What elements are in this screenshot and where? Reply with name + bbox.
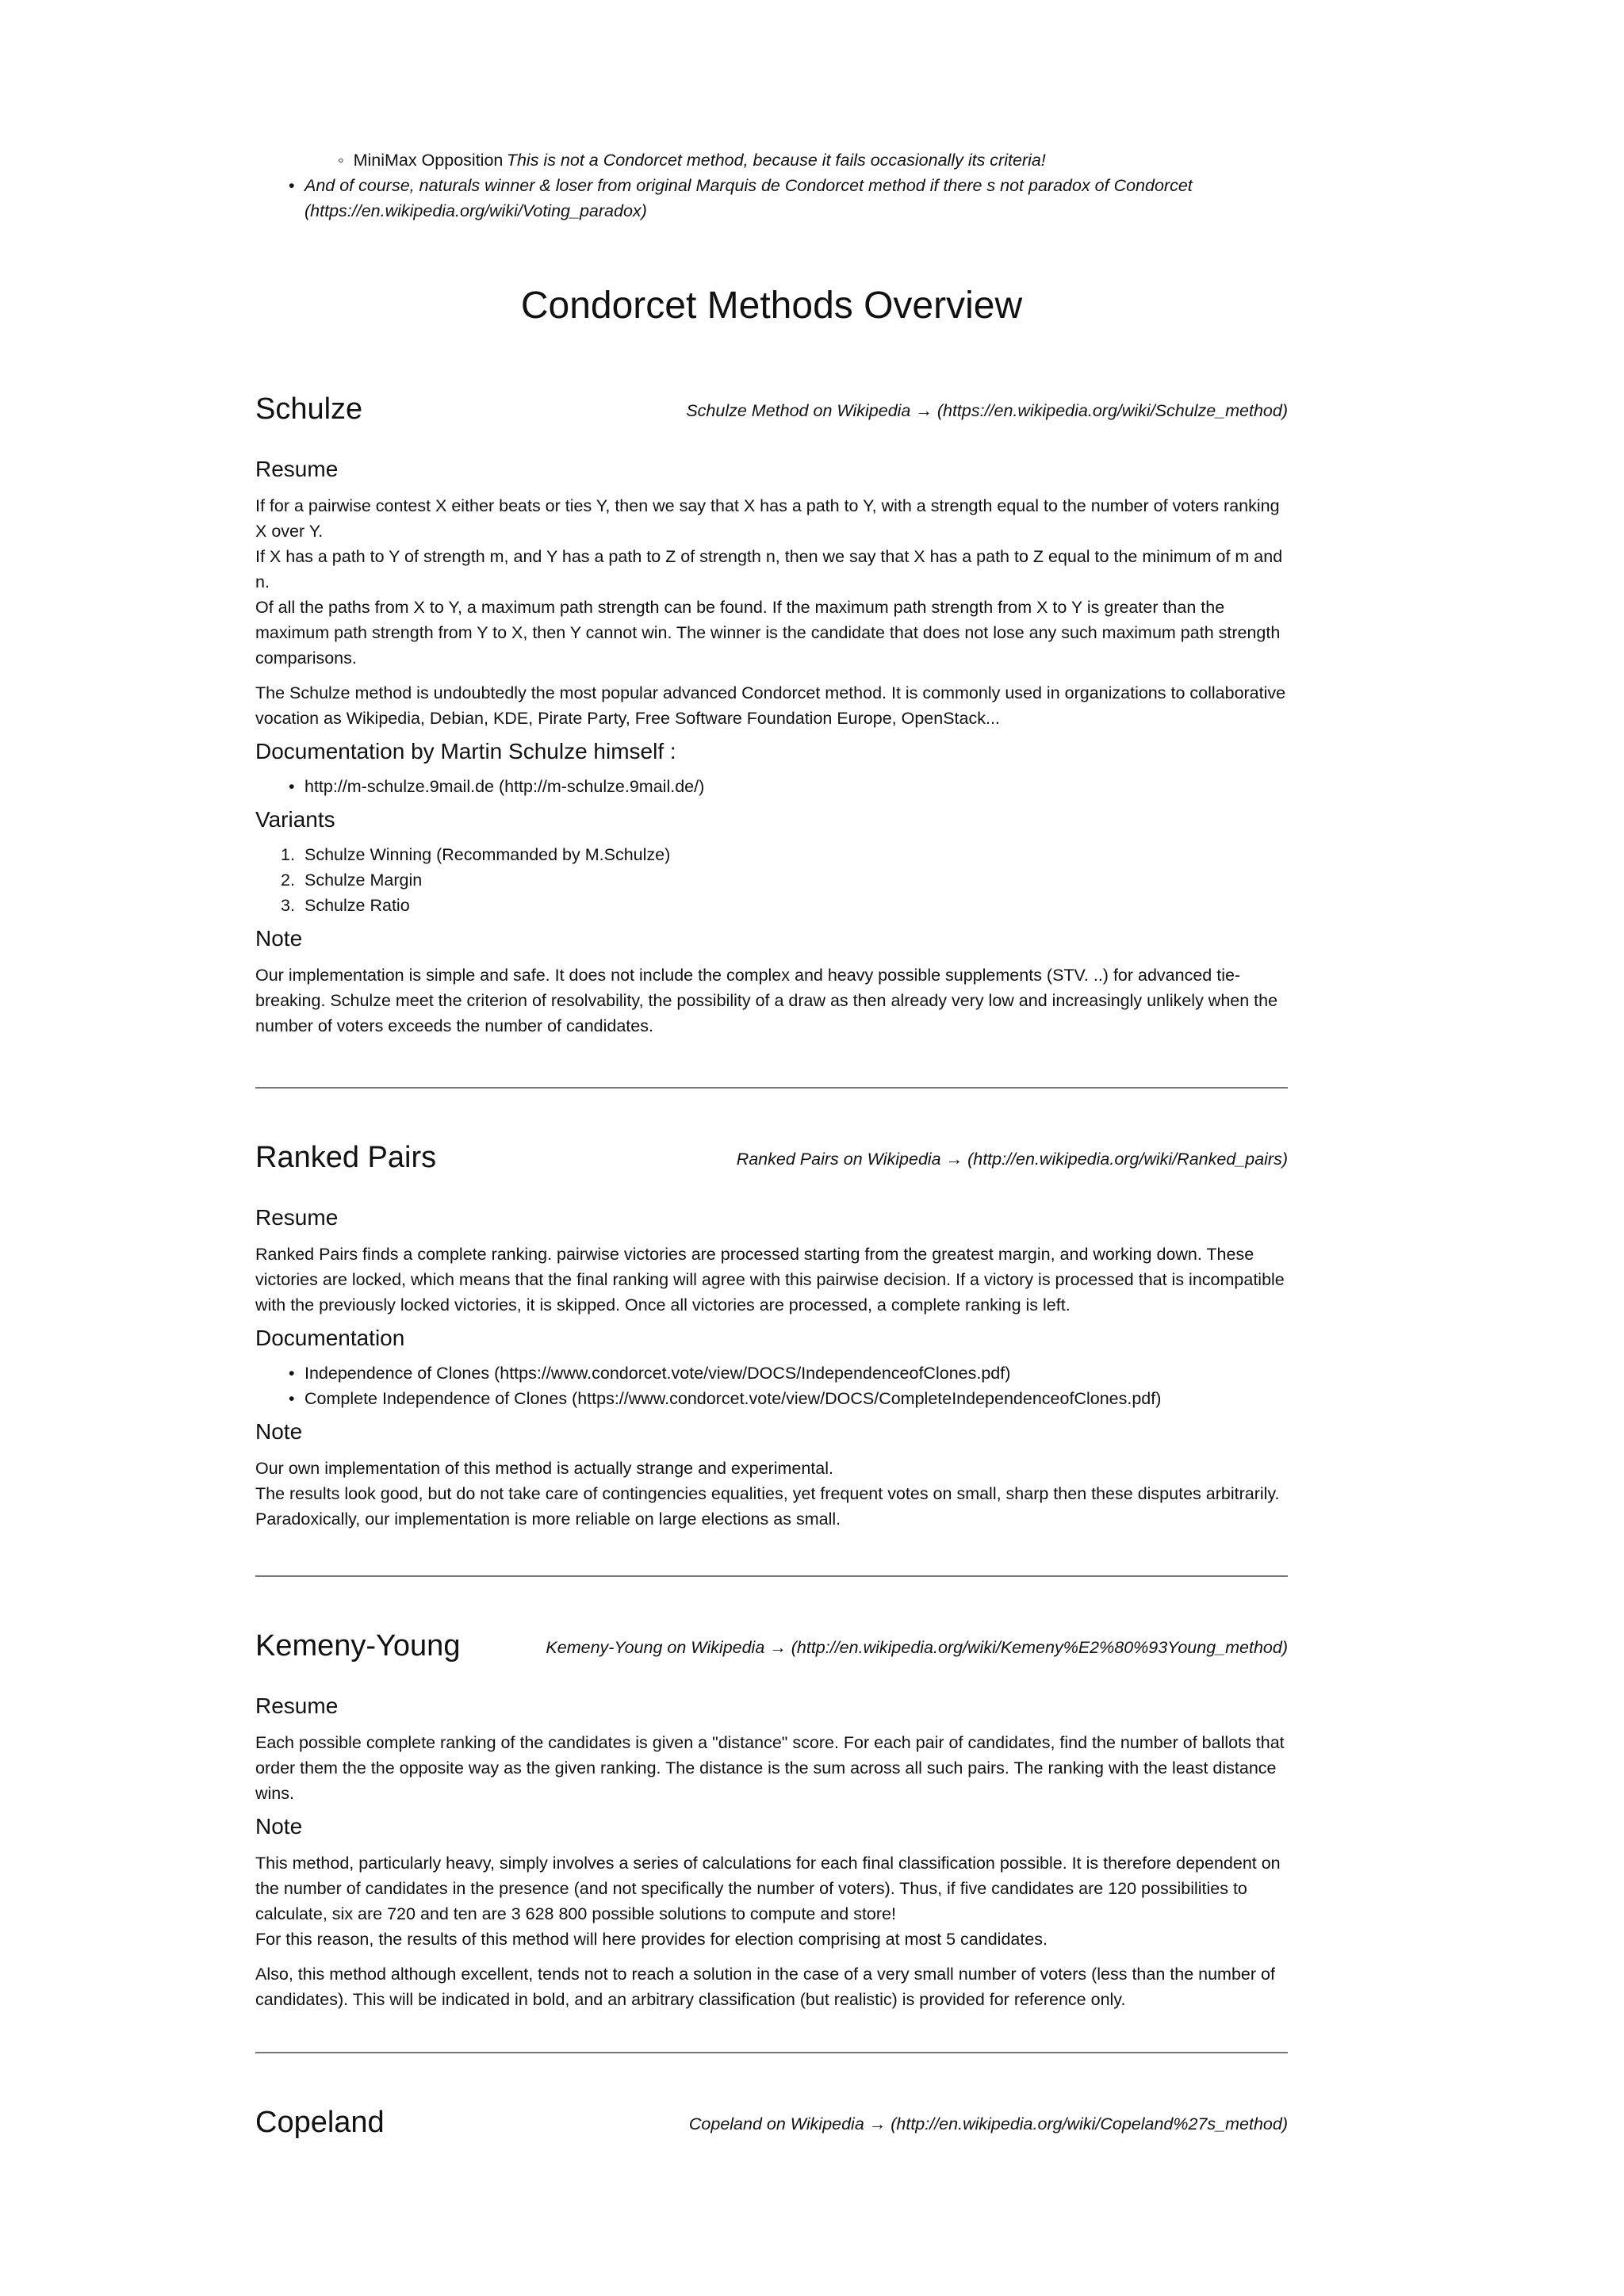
schulze-resume-p3: Of all the paths from X to Y, a maximum path strength can be found. If the maximum path strength from X to Y is greater than the maximum path strength from Y to X, then Y cannot win. The winner is the candidate that does not lose any such maximum path strength comparisons. bbox=[255, 598, 1281, 668]
kemeny-wiki-link[interactable]: Kemeny-Young on Wikipedia → (http://en.wikipedia.org/wiki/Kemeny%E2%80%93Young_method) bbox=[546, 1638, 1288, 1657]
section-ranked-pairs bbox=[255, 1140, 1288, 1532]
kemeny-note-heading: Note bbox=[255, 1814, 303, 1839]
ranked-pairs-heading: Ranked Pairs bbox=[255, 1141, 437, 1174]
kemeny-heading: Kemeny-Young bbox=[255, 1629, 461, 1663]
schulze-resume-p4: The Schulze method is undoubtedly the most popular advanced Condorcet method. It is commonly used in organizations to collaborative vocation as Wikipedia, Debian, KDE, Pirate Party, Free Software Foundation Europe, OpenStack... bbox=[255, 683, 1286, 728]
ranked-pairs-note-heading: Note bbox=[255, 1419, 303, 1444]
top-sub-item: ◦ MiniMax Opposition This is not a Condorcet method, because it fails occasionally its criteria! bbox=[338, 151, 1046, 170]
top-sub-item-label: MiniMax Opposition bbox=[353, 151, 504, 170]
schulze-note-heading: Note bbox=[255, 926, 303, 951]
variant-item: 1. Schulze Winning (Recommanded by M.Schulze) bbox=[281, 845, 671, 864]
schulze-note: Our implementation is simple and safe. It does not include the complex and heavy possible supplements (STV. ..) for advanced tie-breaking. Schulze meet the criterion of resolvability, the possibility of a draw as then already very low and increasingly unlikely when the number of voters exceeds the number of candidates. bbox=[255, 966, 1278, 1035]
bullet-icon: • bbox=[289, 176, 295, 195]
ranked-pairs-note-p2: The results look good, but do not take care of contingencies equalities, yet frequent votes on small, sharp then these disputes arbitrarily. Paradoxically, our implementation is more reliable on large elections as small. bbox=[255, 1484, 1280, 1529]
variant-item: 3. Schulze Ratio bbox=[281, 896, 410, 915]
top-sub-item-note: This is not a Condorcet method, because it fails occasionally its criteria! bbox=[506, 151, 1046, 170]
schulze-doc-link[interactable]: • http://m-schulze.9mail.de (http://m-schulze.9mail.de/) bbox=[255, 774, 1288, 799]
ranked-pairs-doc-list bbox=[255, 1360, 1288, 1411]
top-item-line2: (https://en.wikipedia.org/wiki/Voting_paradox) bbox=[304, 201, 647, 220]
ranked-pairs-resume: Ranked Pairs finds a complete ranking. pairwise victories are processed starting from the greatest margin, and working down. These victories are locked, which means that the final ranking will agree with this pairwise decision. If a victory is processed that is incompatible with the previously locked victories, it is skipped. Once all victories are processed, a complete ranking is left. bbox=[255, 1245, 1285, 1314]
section-divider bbox=[255, 1575, 1288, 1577]
schulze-heading: Schulze bbox=[255, 392, 363, 426]
kemeny-note-p2: For this reason, the results of this method will here provides for election comprising at most 5 candidates. bbox=[255, 1930, 1048, 1949]
section-divider bbox=[255, 2052, 1288, 2053]
section-kemeny-young bbox=[255, 1628, 1288, 2012]
kemeny-note-p1: This method, particularly heavy, simply involves a series of calculations for each final classification possible. It is therefore dependent on the number of candidates in the presence (and not specifically the number of voters). Thus, if five candidates are 120 possibilities to calculate, six are 720 and ten are 3 628 800 possible solutions to compute and store! bbox=[255, 1854, 1281, 1923]
top-list-item bbox=[289, 173, 1288, 224]
section-divider bbox=[255, 1087, 1288, 1089]
ranked-pairs-resume-heading: Resume bbox=[255, 1205, 339, 1230]
kemeny-resume: Each possible complete ranking of the candidates is given a "distance" score. For each pair of candidates, find the number of ballots that order them the the opposite way as the given ranking. The distance is the sum across all such pairs. The ranking with the least distance wins. bbox=[255, 1733, 1285, 1803]
ranked-pairs-doc-heading: Documentation bbox=[255, 1326, 405, 1350]
ranked-pairs-wiki-link[interactable]: Ranked Pairs on Wikipedia → (http://en.wikipedia.org/wiki/Ranked_pairs) bbox=[736, 1150, 1288, 1169]
kemeny-note-p3: Also, this method although excellent, tends not to reach a solution in the case of a very small number of voters (less than the number of candidates). This will be indicated in bold, and an arbitrary classification (but realistic) is provided for reference only. bbox=[255, 1965, 1275, 2009]
ranked-pairs-doc-link[interactable]: • Independence of Clones (https://www.condorcet.vote/view/DOCS/IndependenceofClones.pdf) bbox=[255, 1360, 1288, 1386]
variant-item: 2. Schulze Margin bbox=[281, 871, 423, 890]
ranked-pairs-doc-link[interactable]: • Complete Independence of Clones (https://www.condorcet.vote/view/DOCS/CompleteIndependenceofClones.pdf) bbox=[255, 1386, 1288, 1411]
schulze-wiki-link[interactable]: Schulze Method on Wikipedia → (https://en.wikipedia.org/wiki/Schulze_method) bbox=[686, 401, 1288, 420]
schulze-variants-heading: Variants bbox=[255, 807, 335, 832]
kemeny-resume-heading: Resume bbox=[255, 1693, 339, 1718]
ranked-pairs-note-p1: Our own implementation of this method is actually strange and experimental. bbox=[255, 1459, 833, 1478]
schulze-resume-p1: If for a pairwise contest X either beats or ties Y, then we say that X has a path to Y, with a strength equal to the number of voters ranking X over Y. bbox=[255, 496, 1280, 541]
copeland-heading: Copeland bbox=[255, 2106, 385, 2139]
schulze-variants-list bbox=[255, 842, 1288, 918]
section-copeland bbox=[255, 2105, 1288, 2145]
section-schulze bbox=[255, 392, 1288, 1039]
schulze-resume-p2: If X has a path to Y of strength m, and Y has a path to Z of strength n, then we say that X has a path to Z equal to the minimum of m and n. bbox=[255, 547, 1283, 591]
schulze-resume-heading: Resume bbox=[255, 457, 339, 481]
schulze-doc-list bbox=[255, 774, 1288, 799]
schulze-doc-heading: Documentation by Martin Schulze himself : bbox=[255, 739, 676, 763]
page-title: Condorcet Methods Overview bbox=[520, 285, 1023, 327]
top-item-line1: And of course, naturals winner & loser from original Marquis de Condorcet method if there s not paradox of Condorcet bbox=[304, 176, 1193, 195]
copeland-wiki-link[interactable]: Copeland on Wikipedia → (http://en.wikipedia.org/wiki/Copeland%27s_method) bbox=[688, 2114, 1288, 2133]
